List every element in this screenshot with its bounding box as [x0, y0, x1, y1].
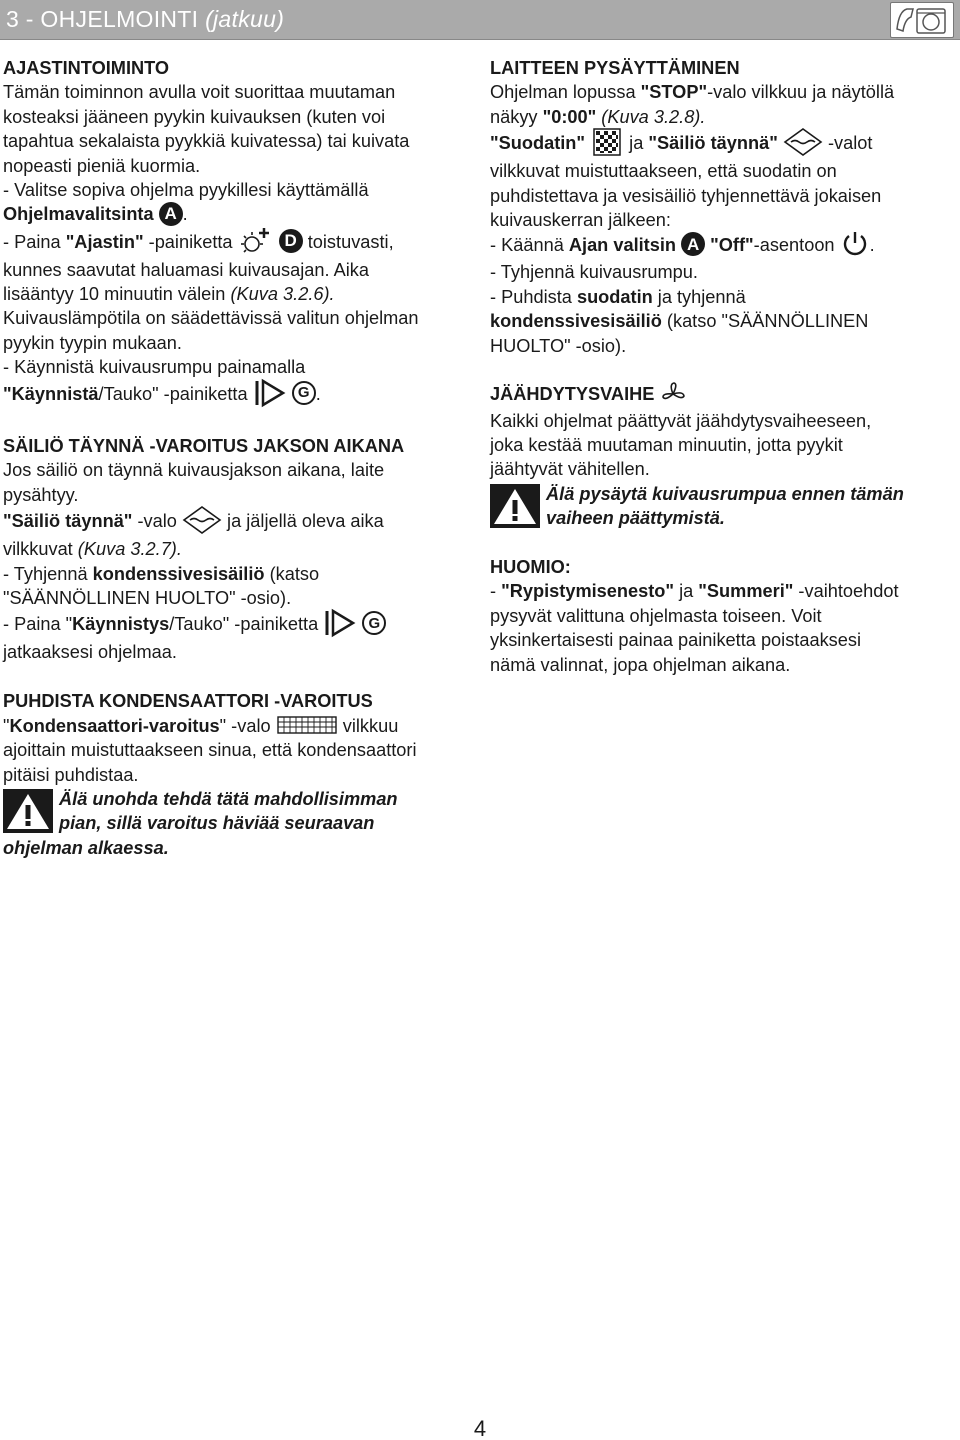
page-header — [0, 0, 960, 40]
text: " — [3, 715, 10, 736]
text: lisääntyy 10 minuutin välein — [3, 284, 231, 305]
cooling-warning-line-1: Älä pysäytä kuivausrumpua ennen tämän — [546, 483, 904, 504]
text: -valo vilkkuu ja näytöllä — [707, 82, 895, 103]
tank-line-1: Jos säiliö on täynnä kuivausjakson aikana, laite — [3, 460, 385, 481]
tank-full-label: "Säiliö täynnä" — [3, 511, 133, 532]
tank-full-icon — [783, 127, 823, 157]
condensate-tank-label: kondenssivesisäiliö — [92, 563, 265, 584]
condenser-warning — [3, 787, 473, 836]
condenser-warning-line-3: ohjelman alkaessa. — [3, 837, 169, 858]
text: -asentoon — [753, 235, 835, 256]
figure-ref: (Kuva 3.2.6). — [230, 284, 335, 305]
timer-line-10: Kuivauslämpötila on säädettävissä valitun ohjelman — [3, 308, 419, 329]
text: ja jäljellä oleva aika — [227, 511, 384, 532]
title-main: 3 - OHJELMOINTI — [6, 6, 199, 32]
text: -valo — [132, 511, 177, 532]
stop-line-11: HUOLTO" -osio). — [490, 335, 627, 356]
text: toistuvasti, — [302, 231, 394, 252]
condenser-icon — [276, 714, 338, 736]
text: " -valo — [219, 715, 271, 736]
stop-line-1 — [490, 80, 958, 104]
note-heading: HUOMIO: — [490, 557, 571, 578]
timer-line-1: Tämän toiminnon avulla voit suorittaa muutaman — [3, 82, 396, 103]
text: /Tauko" -painiketta — [98, 383, 248, 404]
cooling-heading-text: JÄÄHDYTYSVAIHE — [490, 384, 655, 405]
filter-label: suodatin — [576, 286, 653, 307]
warning-triangle-icon — [3, 789, 53, 833]
fan-icon — [659, 381, 687, 407]
stop-line-9 — [490, 285, 958, 309]
condenser-warning-line-1: Älä unohda tehdä tätä mahdollisimman — [59, 788, 398, 809]
anti-crease-label: "Rypistymisenesto" — [501, 581, 675, 602]
text: vilkkuvat — [3, 539, 78, 560]
right-column — [490, 56, 958, 677]
text: ja — [674, 581, 699, 602]
timer-line-3: tapahtua sekalaista pyykkiä kuivatessa) tai kuivata — [3, 131, 410, 152]
badge-a-icon: A — [159, 202, 183, 226]
condenser-heading: PUHDISTA KONDENSAATTORI -VAROITUS — [3, 691, 373, 712]
start-label: "Käynnistä — [3, 383, 99, 404]
text: -vaihtoehdot — [793, 581, 899, 602]
timer-line-12: - Käynnistä kuivausrumpu painamalla — [3, 357, 306, 378]
tank-heading: SÄILIÖ TÄYNNÄ -VAROITUS JAKSON AIKANA — [3, 436, 405, 457]
stop-line-8: - Tyhjennä kuivausrumpu. — [490, 262, 698, 283]
text: (katso — [264, 563, 320, 584]
timer-line-8: kunnes saavutat haluamasi kuivausajan. Aika — [3, 259, 369, 280]
text: - Käännä — [490, 235, 569, 256]
stop-line-2 — [490, 105, 958, 129]
timer-plus-icon — [238, 226, 274, 256]
cooling-line-3: jäähtyvät vähitellen. — [490, 459, 650, 480]
timer-line-9 — [3, 282, 473, 306]
tank-line-2: pysähtyy. — [3, 484, 79, 505]
tank-line-5 — [3, 562, 473, 586]
cooling-warning-line-2: vaiheen päättymistä. — [546, 508, 725, 529]
text: (katso "SÄÄNNÖLLINEN — [661, 311, 869, 332]
filter-label: "Suodatin" — [490, 133, 586, 154]
buzzer-label: "Summeri" — [698, 581, 794, 602]
stop-line-7 — [490, 232, 958, 260]
cooling-line-2: joka kestää muutaman minuutin, jotta pyykit — [490, 435, 843, 456]
figure-ref: (Kuva 3.2.8). — [596, 106, 706, 127]
start-pause-icon — [253, 378, 287, 408]
cooling-line-1: Kaikki ohjelmat päättyvät jäähdytysvaiheeseen, — [490, 410, 872, 431]
tank-full-label: "Säiliö täynnä" — [648, 133, 778, 154]
text: - — [490, 581, 502, 602]
note-line-2: pysyvät valittuna ohjelmasta toiseen. Voit — [490, 605, 822, 626]
stop-line-4: vilkkuvat muistuttaakseen, että suodatin on — [490, 161, 837, 182]
stop-line-6: kuivauskerran jälkeen: — [490, 210, 671, 231]
stop-heading: LAITTEEN PYSÄYTTÄMINEN — [490, 58, 740, 78]
condenser-line-3: pitäisi puhdistaa. — [3, 764, 139, 785]
text: /Tauko" -painiketta — [169, 614, 319, 635]
program-selector-label: Ohjelmavalitsinta — [3, 204, 154, 225]
text: - Paina — [3, 231, 66, 252]
timer-line-4: nopeasti pieniä kuormia. — [3, 155, 201, 176]
badge-a-icon: A — [681, 232, 705, 256]
timer-line-6 — [3, 202, 473, 227]
warning-triangle-icon — [490, 484, 540, 528]
condensate-tank-label: kondenssivesisäiliö — [490, 311, 662, 332]
badge-g-icon: G — [362, 611, 386, 635]
stop-line-10 — [490, 309, 958, 333]
left-column — [3, 56, 473, 860]
zero-time-label: "0:00" — [542, 106, 597, 127]
text: - Tyhjennä — [3, 563, 93, 584]
text: vilkkuu — [342, 715, 399, 736]
start-pause-icon — [323, 608, 357, 638]
condenser-line-1 — [3, 714, 473, 738]
condenser-line-2: ajoittain muistuttaakseen sinua, että kondensaattori — [3, 740, 417, 761]
note-line-1 — [490, 579, 958, 603]
tank-line-3 — [3, 507, 473, 537]
stop-line-3 — [490, 129, 958, 159]
tank-full-icon — [182, 505, 222, 535]
tank-line-4 — [3, 537, 473, 561]
page-number: 4 — [473, 1416, 487, 1440]
tank-line-7 — [3, 610, 473, 640]
text: ja — [629, 133, 649, 154]
figure-ref: (Kuva 3.2.7). — [77, 539, 182, 560]
timer-line-11: pyykin tyypin mukaan. — [3, 332, 182, 353]
text: näkyy — [490, 106, 543, 127]
condenser-warning-line-2: pian, sillä varoitus häviää seuraavan — [59, 813, 375, 834]
punct: . — [315, 383, 321, 404]
timer-line-5: - Valitse sopiva ohjelma pyykillesi käyttämällä — [3, 180, 369, 201]
text: - Paina " — [3, 614, 73, 635]
text: Ohjelman lopussa — [490, 82, 641, 103]
timer-heading: AJASTINTOIMINTO — [3, 58, 170, 78]
note-line-3: yksinkertaisesti painaa painiketta poistaaksesi — [490, 630, 862, 651]
text: - Puhdista — [490, 286, 577, 307]
timer-line-2: kosteaksi jääneen pyykin kuivauksen (kuten voi — [3, 106, 386, 127]
title-sub: (jatkuu) — [205, 6, 285, 32]
timer-button-label: "Ajastin" — [65, 231, 144, 252]
stop-label: "STOP" — [640, 82, 708, 103]
tank-line-8: jatkaaksesi ohjelmaa. — [3, 642, 177, 663]
stop-line-5: puhdistettava ja vesisäiliö tyhjennettävä jokaisen — [490, 185, 882, 206]
condenser-warning-label: Kondensaattori-varoitus — [9, 715, 220, 736]
off-label: "Off" — [710, 235, 754, 256]
timer-line-13 — [3, 380, 473, 410]
badge-g-icon: G — [292, 381, 316, 405]
badge-d-icon: D — [279, 229, 303, 253]
note-line-4: nämä valinnat, jopa ohjelman aikana. — [490, 654, 791, 675]
tank-line-6: "SÄÄNNÖLLINEN HUOLTO" -osio). — [3, 588, 292, 609]
timer-line-7 — [3, 228, 473, 258]
page-title — [6, 4, 284, 34]
dryer-logo-icon — [890, 2, 954, 38]
punct: . — [869, 235, 875, 256]
time-selector-label: Ajan valitsin — [568, 235, 677, 256]
text: -valot — [827, 133, 873, 154]
cooling-heading — [490, 382, 958, 408]
cooling-warning — [490, 482, 958, 531]
punct: . — [182, 204, 188, 225]
text: ja tyhjennä — [652, 286, 746, 307]
filter-icon — [590, 128, 624, 156]
start-label: Käynnistys — [72, 614, 170, 635]
text: -painiketta — [143, 231, 233, 252]
power-icon — [840, 230, 870, 258]
